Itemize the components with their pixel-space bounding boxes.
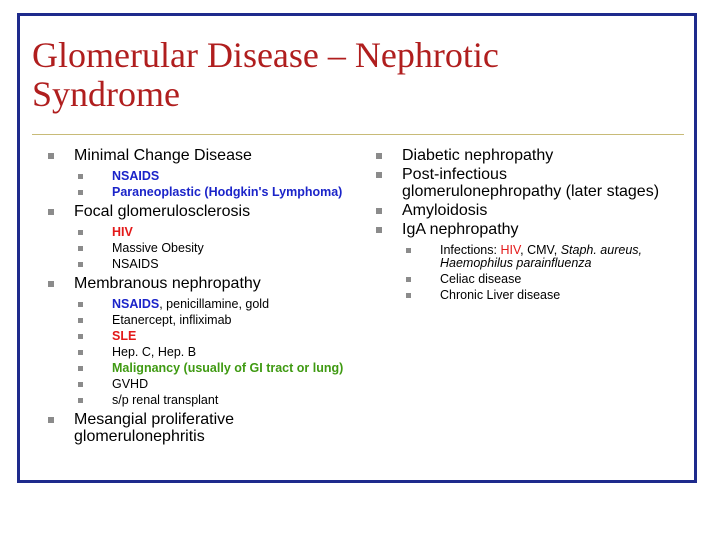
sub-bullet-text: Paraneoplastic (Hodgkin's Lymphoma) <box>112 185 343 199</box>
square-bullet-icon <box>78 350 83 355</box>
sub-bullet-item <box>78 394 353 407</box>
sub-bullet-item <box>78 330 353 343</box>
square-bullet-icon <box>376 153 382 159</box>
square-bullet-icon <box>78 398 83 403</box>
square-bullet-icon <box>48 209 54 215</box>
sub-bullet-item <box>78 298 353 311</box>
sub-bullet-text: NSAIDS <box>112 297 160 311</box>
square-bullet-icon <box>406 293 411 298</box>
bullet-label: Membranous nephropathy <box>74 275 261 292</box>
right-bullet-item <box>376 202 666 219</box>
sub-bullet-list <box>376 244 666 302</box>
sub-bullet-text: NSAIDS <box>112 169 160 183</box>
sub-bullet-text: HIV <box>112 225 133 239</box>
bullet-label: Minimal Change Disease <box>74 147 252 164</box>
sub-bullet-text: Staph. aureus, Haemophilus parainfluenza <box>440 243 642 270</box>
right-column <box>376 147 666 306</box>
square-bullet-icon <box>78 174 83 179</box>
square-bullet-icon <box>78 334 83 339</box>
bullet-label: Post-infectious glomerulonephropathy (later stages) <box>402 166 660 200</box>
sub-bullet-item <box>78 226 353 239</box>
sub-bullet-text: NSAIDS <box>112 257 159 271</box>
square-bullet-icon <box>376 172 382 178</box>
bullet-label: Focal glomerulosclerosis <box>74 203 251 220</box>
square-bullet-icon <box>406 248 411 253</box>
sub-bullet-text: Hep. C, Hep. B <box>112 345 197 359</box>
bullet-label: Amyloidosis <box>402 202 488 219</box>
sub-bullet-item <box>78 170 353 183</box>
sub-bullet-text: Infections: <box>440 243 501 257</box>
sub-bullet-item <box>78 242 353 255</box>
bullet-label: Mesangial proliferative glomerulonephritis <box>74 411 235 445</box>
sub-bullet-list <box>48 298 353 407</box>
sub-bullet-list <box>48 170 353 199</box>
square-bullet-icon <box>78 230 83 235</box>
square-bullet-icon <box>78 318 83 323</box>
sub-bullet-item <box>406 289 666 302</box>
left-bullet-item <box>48 411 353 445</box>
sub-bullet-text: Etanercept, infliximab <box>112 313 232 327</box>
square-bullet-icon <box>78 190 83 195</box>
sub-bullet-item <box>78 258 353 271</box>
square-bullet-icon <box>48 153 54 159</box>
square-bullet-icon <box>78 366 83 371</box>
sub-bullet-item <box>78 186 353 199</box>
right-bullet-item <box>376 147 666 164</box>
sub-bullet-item <box>78 346 353 359</box>
bullet-label: IgA nephropathy <box>402 221 519 238</box>
left-bullet-item <box>48 147 353 164</box>
sub-bullet-text: , CMV, <box>520 243 561 257</box>
right-bullet-item <box>376 166 666 200</box>
square-bullet-icon <box>78 382 83 387</box>
left-bullet-item <box>48 275 353 292</box>
square-bullet-icon <box>376 208 382 214</box>
sub-bullet-item <box>406 244 666 270</box>
sub-bullet-list <box>48 226 353 271</box>
slide-title: Glomerular Disease – Nephrotic Syndrome <box>32 35 499 114</box>
square-bullet-icon <box>78 246 83 251</box>
left-bullet-item <box>48 203 353 220</box>
square-bullet-icon <box>406 277 411 282</box>
sub-bullet-text: HIV <box>500 243 521 257</box>
sub-bullet-item <box>406 273 666 286</box>
sub-bullet-text: s/p renal transplant <box>112 393 219 407</box>
sub-bullet-text: Celiac disease <box>440 272 522 286</box>
sub-bullet-text: , penicillamine, gold <box>159 297 270 311</box>
sub-bullet-item <box>78 378 353 391</box>
square-bullet-icon <box>78 302 83 307</box>
sub-bullet-text: Massive Obesity <box>112 241 204 255</box>
square-bullet-icon <box>78 262 83 267</box>
square-bullet-icon <box>376 227 382 233</box>
sub-bullet-text: Malignancy (usually of GI tract or lung) <box>112 361 344 375</box>
sub-bullet-text: SLE <box>112 329 137 343</box>
sub-bullet-item <box>78 314 353 327</box>
sub-bullet-text: Chronic Liver disease <box>440 288 561 302</box>
square-bullet-icon <box>48 417 54 423</box>
square-bullet-icon <box>48 281 54 287</box>
right-bullet-item <box>376 221 666 238</box>
left-column <box>48 147 353 447</box>
bullet-label: Diabetic nephropathy <box>402 147 554 164</box>
title-divider <box>32 134 684 135</box>
sub-bullet-text: GVHD <box>112 377 149 391</box>
sub-bullet-item <box>78 362 353 375</box>
